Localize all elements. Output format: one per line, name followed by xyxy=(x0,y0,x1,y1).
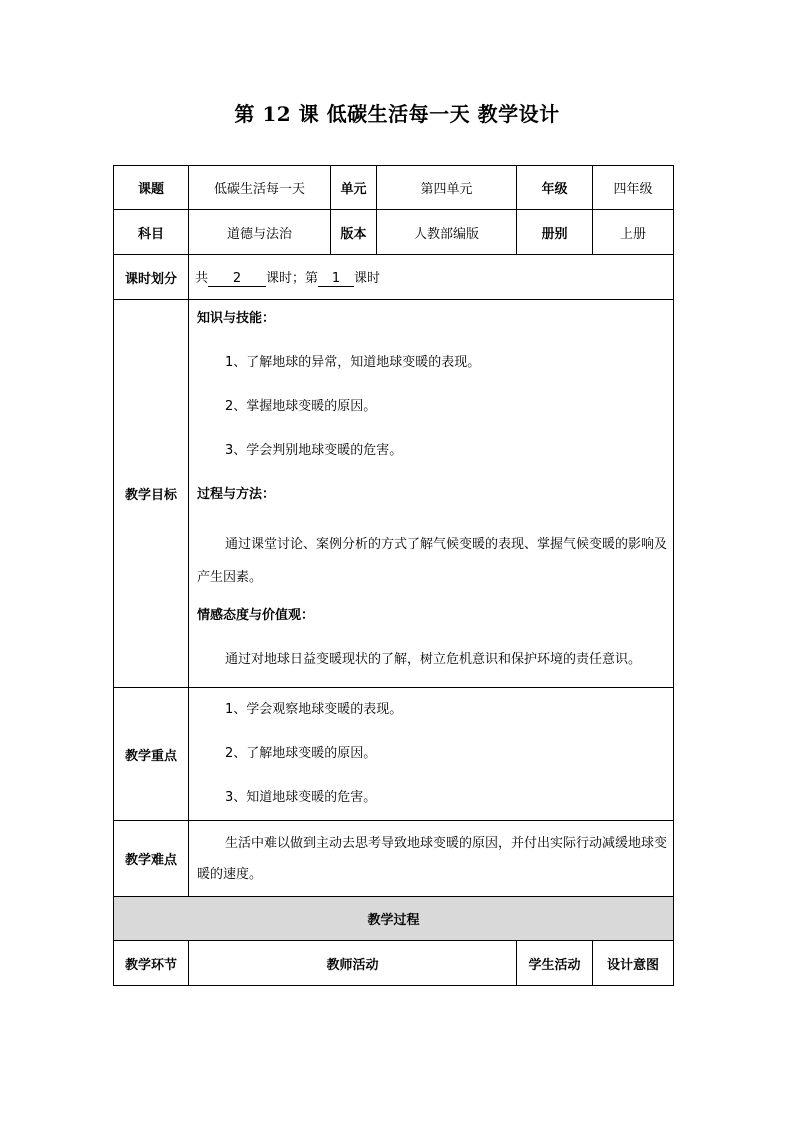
focus-item: 1、学会观察地球变暖的表现。 xyxy=(225,702,403,717)
info-row-2 xyxy=(114,210,674,255)
schedule-text-2: 课时；第 xyxy=(266,271,319,286)
page-title: 第 12 课 低碳生活每一天 教学设计 xyxy=(234,102,560,126)
difficulty-content xyxy=(189,821,674,897)
focus-row xyxy=(114,688,674,821)
schedule-label: 课时划分 xyxy=(114,255,189,300)
focus-content xyxy=(189,688,674,821)
subject-value: 道德与法治 xyxy=(189,210,331,255)
process-heading: 过程与方法： xyxy=(197,487,276,502)
col-stage: 教学环节 xyxy=(114,941,189,986)
col-intent: 设计意图 xyxy=(593,941,674,986)
unit-value: 第四单元 xyxy=(377,166,517,210)
knowledge-item: 1、了解地球的异常，知道地球变暖的表现。 xyxy=(225,355,481,370)
process-text: 通过课堂讨论、案例分析的方式了解气候变暖的表现、掌握气候变暖的影响及产生因素。 xyxy=(197,537,668,585)
process-label: 教学过程 xyxy=(114,897,674,941)
grade-label: 年级 xyxy=(517,166,593,210)
difficulty-row xyxy=(114,821,674,897)
grade-value: 四年级 xyxy=(593,166,674,210)
subject-label: 科目 xyxy=(114,210,189,255)
focus-item: 2、了解地球变暖的原因。 xyxy=(225,746,377,761)
focus-label: 教学重点 xyxy=(114,688,189,821)
topic-label: 课题 xyxy=(114,166,189,210)
col-student: 学生活动 xyxy=(517,941,593,986)
knowledge-item: 2、掌握地球变暖的原因。 xyxy=(225,399,377,414)
attitude-heading: 情感态度与价值观： xyxy=(197,608,315,623)
schedule-text-3: 课时 xyxy=(354,271,381,286)
goals-label: 教学目标 xyxy=(114,300,189,688)
volume-value: 上册 xyxy=(593,210,674,255)
focus-item: 3、知道地球变暖的危害。 xyxy=(225,790,377,805)
process-header-row xyxy=(114,897,674,941)
topic-value: 低碳生活每一天 xyxy=(189,166,331,210)
schedule-current: 1 xyxy=(318,271,354,287)
knowledge-heading: 知识与技能： xyxy=(197,311,276,326)
attitude-text: 通过对地球日益变暖现状的了解，树立危机意识和保护环境的责任意识。 xyxy=(225,652,642,667)
difficulty-label: 教学难点 xyxy=(114,821,189,897)
edition-label: 版本 xyxy=(331,210,377,255)
unit-label: 单元 xyxy=(331,166,377,210)
schedule-row xyxy=(114,255,674,300)
difficulty-text: 生活中难以做到主动去思考导致地球变暖的原因，并付出实际行动减缓地球变暖的速度。 xyxy=(197,835,668,882)
process-columns-row xyxy=(114,941,674,986)
info-row-1 xyxy=(114,166,674,210)
goals-row xyxy=(114,300,674,688)
volume-label: 册别 xyxy=(517,210,593,255)
lesson-plan-table xyxy=(113,165,674,986)
knowledge-item: 3、学会判别地球变暖的危害。 xyxy=(225,443,403,458)
schedule-text-1: 共 xyxy=(195,271,209,286)
schedule-total: 2 xyxy=(208,271,266,287)
edition-value: 人教部编版 xyxy=(377,210,517,255)
goals-content xyxy=(189,300,674,688)
schedule-value xyxy=(189,255,674,300)
col-teacher: 教师活动 xyxy=(189,941,517,986)
